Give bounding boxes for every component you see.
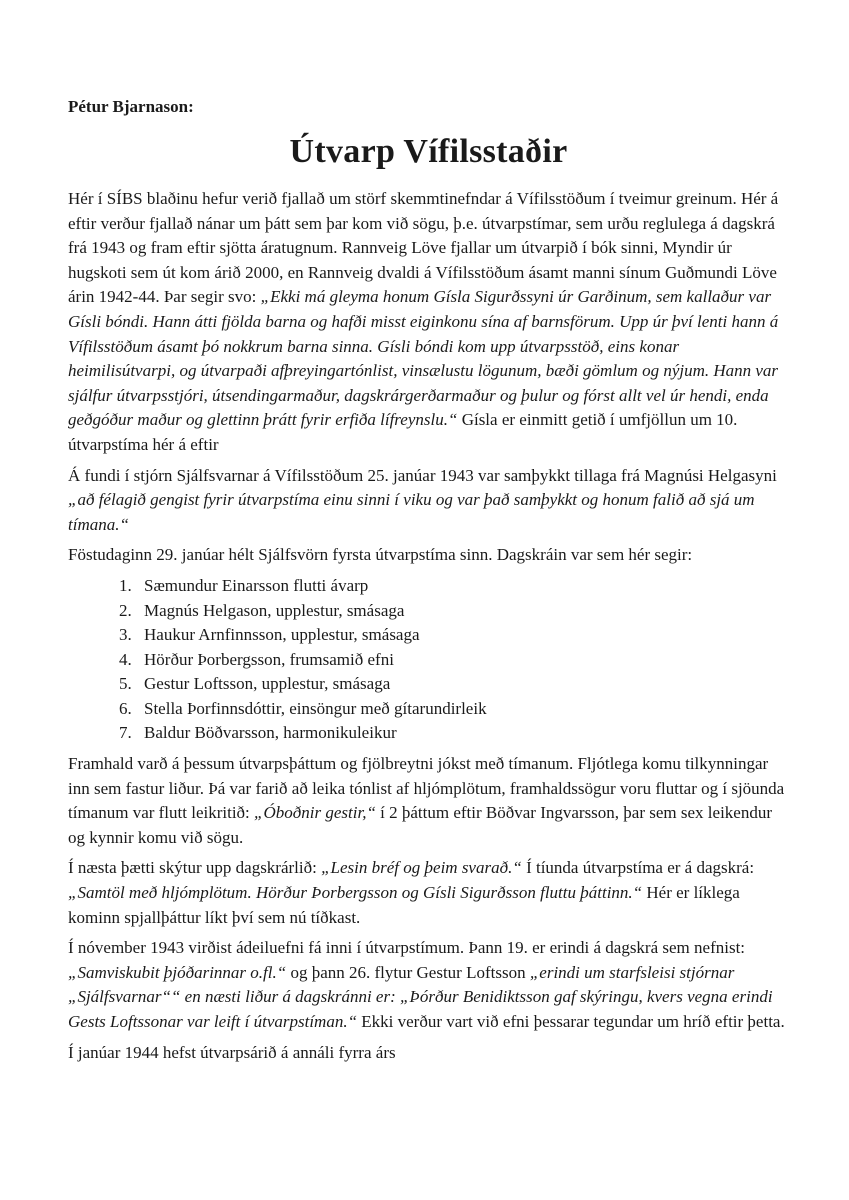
quoted-italic-run: „erindi um starfsleisi stjórnar „Sjálfsvarnar““ en næsti liður á dagskránni er: „Þórður Benidiktsson gaf skýringu, kvers vegna erindi Gests Loftssonar var leift í útvarpstíman.“ — [68, 962, 773, 1031]
text-run: Ekki verður vart við efni þessarar tegundar um hríð eftir þetta. — [357, 1012, 785, 1031]
program-list-item: 4. Hörður Þorbergsson, frumsamið efni — [136, 648, 789, 673]
quoted-italic-run: „Lesin bréf og þeim svarað.“ — [321, 858, 522, 878]
program-list — [68, 574, 789, 746]
program-list-item: 5. Gestur Loftsson, upplestur, smásaga — [136, 672, 789, 697]
text-run: og þann 26. flytur Gestur Loftsson — [286, 962, 530, 982]
text-run: Í tíunda útvarpstíma er á dagskrá: — [521, 858, 755, 878]
program-list-item: 6. Stella Þorfinnsdóttir, einsöngur með gítarundirleik — [136, 697, 789, 722]
text-run: í 2 þáttum eftir Böðvar Ingvarsson, þar sem sex leikendur og kynnir komu við sögu. — [68, 803, 773, 847]
author-byline: Pétur Bjarnason: — [68, 97, 194, 116]
quoted-italic-run: „Samviskubit þjóðarinnar o.fl.“ — [68, 962, 287, 982]
paragraph — [68, 187, 789, 458]
text-run: Í næsta þætti skýtur upp dagskrárlið: — [68, 858, 322, 878]
paragraph — [68, 543, 789, 568]
text-run: Á fundi í stjórn Sjálfsvarnar á Vífilsstöðum 25. janúar 1943 var samþykkt tillaga frá Magnúsi Helgasyni — [68, 465, 777, 485]
text-run: Í nóvember 1943 virðist ádeiluefni fá inni í útvarpstímum. Þann 19. er erindi á dagskrá sem nefnist: — [68, 938, 746, 958]
program-list-item: 1. Sæmundur Einarsson flutti ávarp — [136, 574, 789, 599]
text-run: Framhald varð á þessum útvarpsþáttum og fjölbreytni jókst með tímanum. Fljótlega komu tilkynningar inn sem fastur liður. Þá var farið að leika tónlist af hljómplötum, framhaldssögur voru fluttar og í sjöunda tímanum var flutt leikritið: — [68, 754, 785, 823]
paragraph — [68, 1041, 789, 1066]
paragraph — [68, 464, 789, 538]
paragraph — [68, 936, 789, 1034]
program-list-item: 2. Magnús Helgason, upplestur, smásaga — [136, 599, 789, 624]
text-run: Gísla er einmitt getið í umfjöllun um 10. útvarpstíma hér á eftir — [68, 410, 738, 454]
paragraph — [68, 752, 789, 850]
quoted-italic-run: „Ekki má gleyma honum Gísla Sigurðssyni úr Garðinum, sem kallaður var Gísli bóndi. Hann átti fjölda barna og hafði misst eiginkonu sína af barnsförum. Upp úr því lenti hann á Vífilsstöðum ásamt þó nokkrum barna sinna. Gísli bóndi kom upp útvarpsstöð, eins konar heimilisútvarpi, og útvarpaði afþreyingartónlist, vinsælustu lögunum, bæði gömlum og nýjum. Hann var sjálfur útvarpsstjóri, útsendingarmaður, dagskrárgerðarmaður og þulur og fórst allt vel úr hendi, enda geðgóður maður og glettinn þrátt fyrir erfiða lífreynslu.“ — [68, 287, 779, 430]
program-list-item: 3. Haukur Arnfinnsson, upplestur, smásaga — [136, 623, 789, 648]
paragraph — [68, 856, 789, 930]
text-run: Hér er líklega kominn spjallþáttur líkt því sem nú tíðkast. — [68, 883, 740, 927]
text-run: Föstudaginn 29. janúar hélt Sjálfsvörn fyrsta útvarpstíma sinn. Dagskráin var sem hér segir: — [68, 545, 693, 565]
text-run: Hér í SÍBS blaðinu hefur verið fjallað um störf skemmtinefndar á Vífilsstöðum í tveimur greinum. Hér á eftir verður fjallað nánar um þátt sem þar kom við sögu, þ.e. útvarpstímar, sem urðu reglulega á dagskrá frá 1943 og fram eftir sjötta áratugnum. Rannveig Löve fjallar um útvarpið í bók sinni, Myndir úr hugskoti sem út kom árið 2000, en Rannveig dvaldi á Vífilsstöðum ásamt manni sínum Guðmundi Löve árin 1942-44. Þar segir svo: — [68, 189, 779, 307]
text-run: Í janúar 1944 hefst útvarpsárið á annáli fyrra árs — [68, 1042, 396, 1062]
quoted-italic-run: „Samtöl með hljómplötum. Hörður Þorbergsson og Gísli Sigurðsson fluttu þáttinn.“ — [68, 883, 643, 903]
document-title: Útvarp Vífilsstaðir — [289, 133, 568, 170]
quoted-italic-run: „Óboðnir gestir,“ — [254, 803, 376, 823]
document-body — [68, 187, 789, 1065]
program-list-item: 7. Baldur Böðvarsson, harmonikuleikur — [136, 721, 789, 746]
quoted-italic-run: „að félagið gengist fyrir útvarpstíma einu sinni í viku og var það samþykkt og honum falið að sjá um tímana.“ — [68, 490, 755, 534]
